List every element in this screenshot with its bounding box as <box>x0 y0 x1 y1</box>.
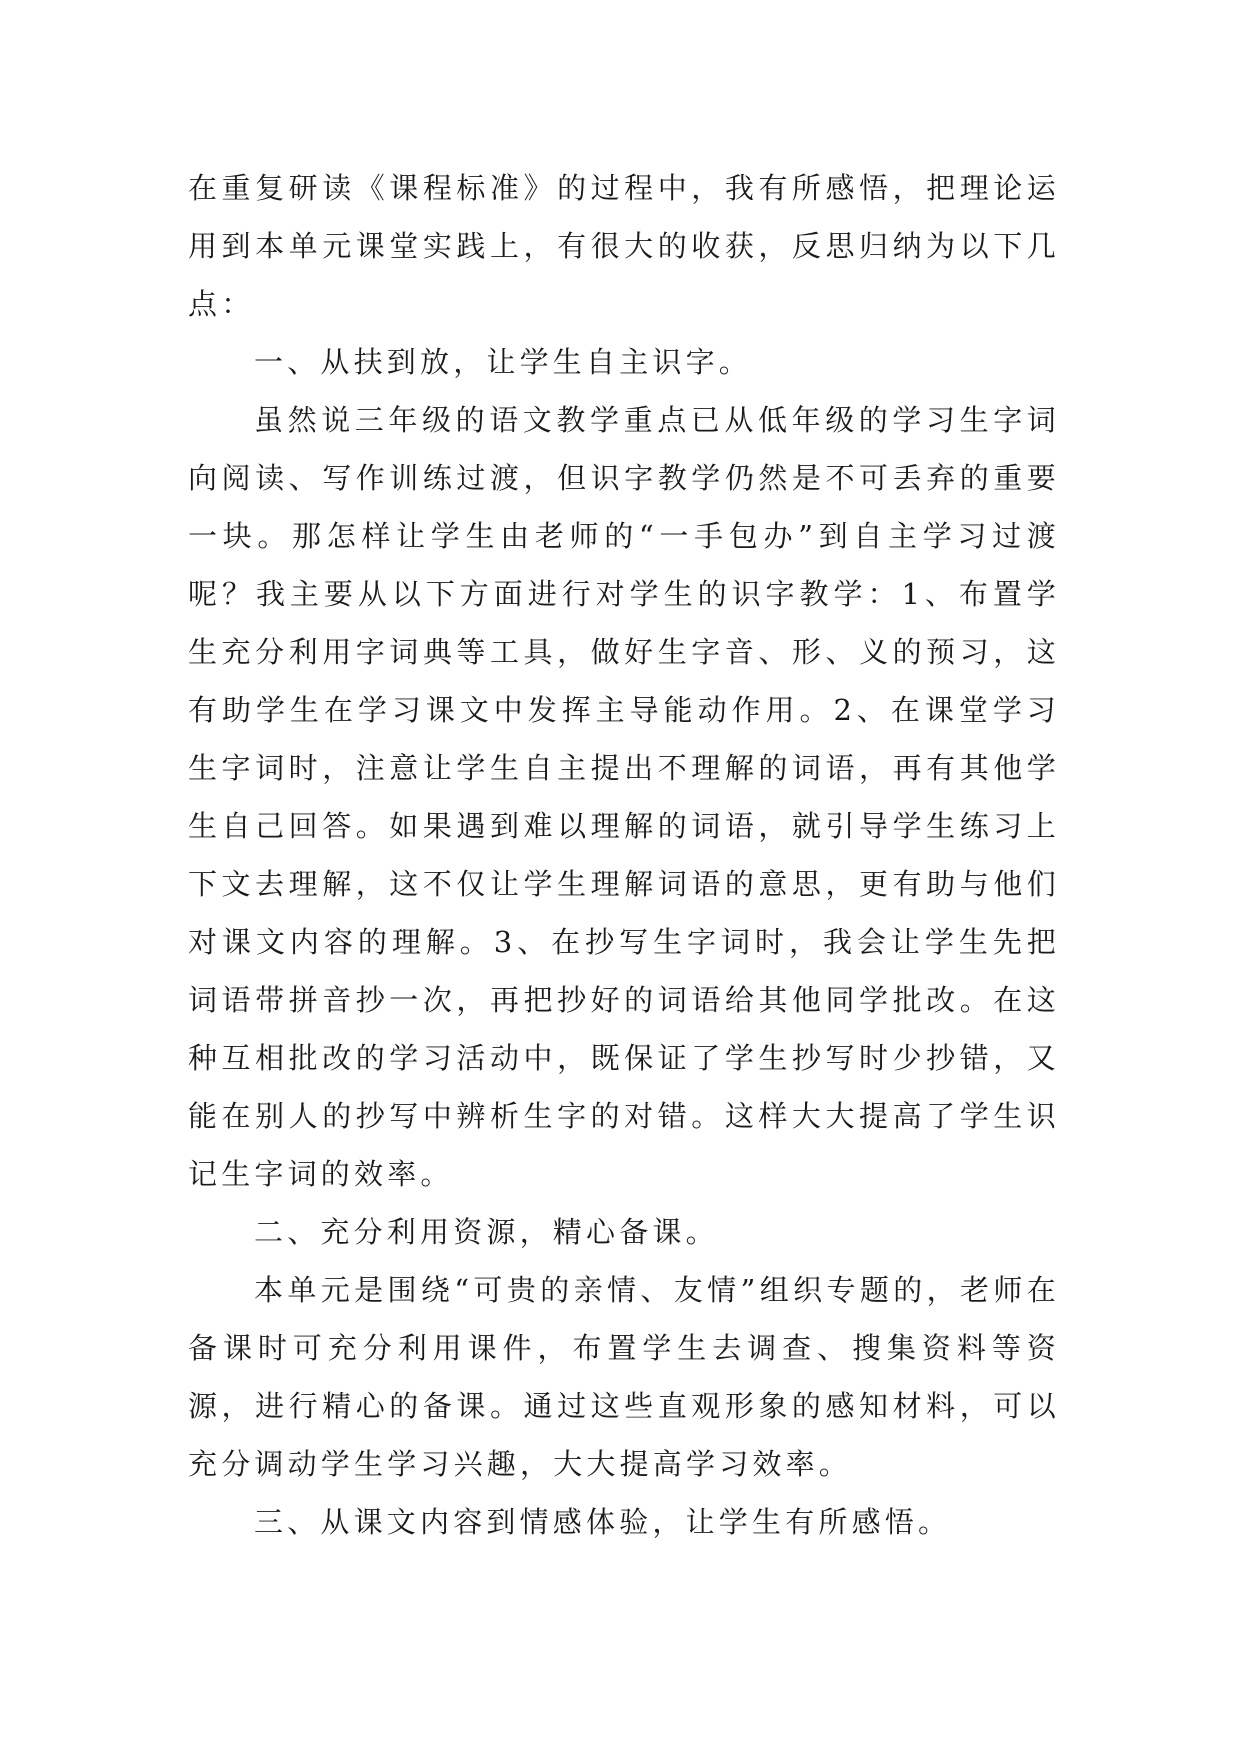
heading-section-2: 二、充分利用资源，精心备课。 <box>254 1215 719 1249</box>
paragraph-intro: 在重复研读《课程标准》的过程中，我有所感悟，把理论运用到本单元课堂实践上，有很大的收获，反思归纳为以下几点： <box>188 171 1060 321</box>
paragraph-section-2: 本单元是围绕“可贵的亲情、友情”组织专题的，老师在备课时可充分利用课件，布置学生去调查、搜集资料等资源，进行精心的备课。通过这些直观形象的感知材料，可以充分调动学生学习兴趣，大大提高学习效率。 <box>188 1273 1060 1481</box>
heading-section-3: 三、从课文内容到情感体验，让学生有所感悟。 <box>254 1505 952 1539</box>
document-body <box>188 159 1060 1551</box>
paragraph-section-1: 虽然说三年级的语文教学重点已从低年级的学习生字词向阅读、写作训练过渡，但识字教学仍然是不可丢弃的重要一块。那怎样让学生由老师的“一手包办”到自主学习过渡呢？我主要从以下方面进行对学生的识字教学：1、布置学生充分利用字词典等工具，做好生字音、形、义的预习，这有助学生在学习课文中发挥主导能动作用。2、在课堂学习生字词时，注意让学生自主提出不理解的词语，再有其他学生自己回答。如果遇到难以理解的词语，就引导学生练习上下文去理解，这不仅让学生理解词语的意思，更有助与他们对课文内容的理解。3、在抄写生字词时，我会让学生先把词语带拼音抄一次，再把抄好的词语给其他同学批改。在这种互相批改的学习活动中，既保证了学生抄写时少抄错，又能在别人的抄写中辨析生字的对错。这样大大提高了学生识记生字词的效率。 <box>188 403 1060 1191</box>
heading-section-1: 一、从扶到放，让学生自主识字。 <box>254 345 753 379</box>
